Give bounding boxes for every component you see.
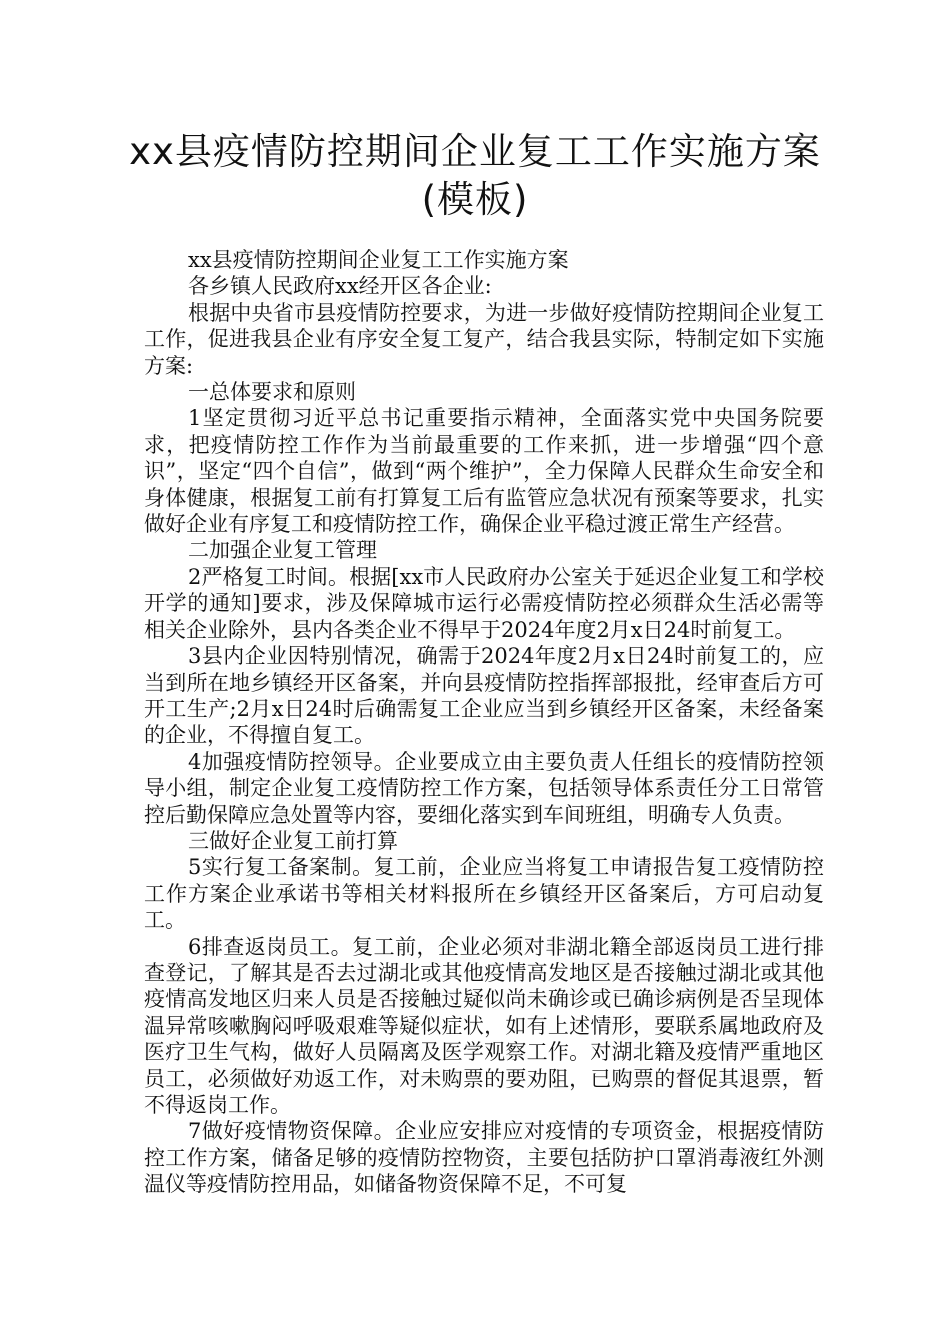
section-heading-2: 二加强企业复工管理 [188, 538, 377, 563]
section-heading-3: 三做好企业复工前打算 [188, 828, 398, 853]
paragraph-item-5: 5实行复工备案制。复工前，企业应当将复工申请报告复工疫情防控工作方案企业承诺书等相关材料报所在乡镇经开区备案后，方可启动复工。 [144, 855, 824, 933]
paragraph-item-7: 7做好疫情物资保障。企业应安排应对疫情的专项资金，根据疫情防控工作方案，储备足够的疫情防控物资，主要包括防护口罩消毒液红外测温仪等疫情防控用品，如储备物资保障不足，不可复 [144, 1119, 824, 1197]
paragraph-item-4: 4加强疫情防控领导。企业要成立由主要负责人任组长的疫情防控领导小组，制定企业复工疫情防控工作方案，包括领导体系责任分工日常管控后勤保障应急处置等内容，要细化落实到车间班组，明确专人负责。 [144, 749, 824, 827]
section-heading-1: 一总体要求和原则 [188, 380, 356, 405]
paragraph-item-1: 1坚定贯彻习近平总书记重要指示精神，全面落实党中央国务院要求，把疫情防控工作作为当前最重要的工作来抓，进一步增强“四个意识”，坚定“四个自信”，做到“两个维护”，全力保障人民群众生命安全和身体健康，根据复工前有打算复工后有监管应急状况有预案等要求，扎实做好企业有序复工和疫情防控工作，确保企业平稳过渡正常生产经营。 [144, 406, 824, 537]
paragraph-item-6: 6排查返岗员工。复工前，企业必须对非湖北籍全部返岗员工进行排查登记，了解其是否去过湖北或其他疫情高发地区是否接触过湖北或其他疫情高发地区归来人员是否接触过疑似尚未确诊或已确诊病例是否呈现体温异常咳嗽胸闷呼吸艰难等疑似症状，如有上述情形，要联系属地政府及医疗卫生气构，做好人员隔离及医学观察工作。对湖北籍及疫情严重地区员工，必须做好劝返工作，对未购票的要劝阻，已购票的督促其退票，暂不得返岗工作。 [144, 934, 824, 1117]
document-title: xx县疫情防控期间企业复工工作实施方案(模板) [129, 130, 821, 221]
paragraph-item-2: 2严格复工时间。根据[xx市人民政府办公室关于延迟企业复工和学校开学的通知]要求，涉及保障城市运行必需疫情防控必须群众生活必需等相关企业除外，县内各类企业不得早于2024年度2月x日24时前复工。 [144, 564, 824, 642]
paragraph-intro: 根据中央省市县疫情防控要求，为进一步做好疫情防控期间企业复工工作，促进我县企业有序安全复工复产，结合我县实际，特制定如下实施方案: [144, 300, 824, 378]
paragraph-doc-name: xx县疫情防控期间企业复工工作实施方案 [188, 248, 569, 272]
paragraph-item-3: 3县内企业因特别情况，确需于2024年度2月x日24时前复工的，应当到所在地乡镇经开区备案，并向县疫情防控指挥部报批，经审查后方可开工生产;2月x日24时后确需复工企业应当到乡镇经开区备案，未经备案的企业，不得擅自复工。 [144, 644, 824, 748]
paragraph-addressee: 各乡镇人民政府xx经开区各企业: [188, 274, 492, 299]
document-body [144, 247, 824, 1198]
